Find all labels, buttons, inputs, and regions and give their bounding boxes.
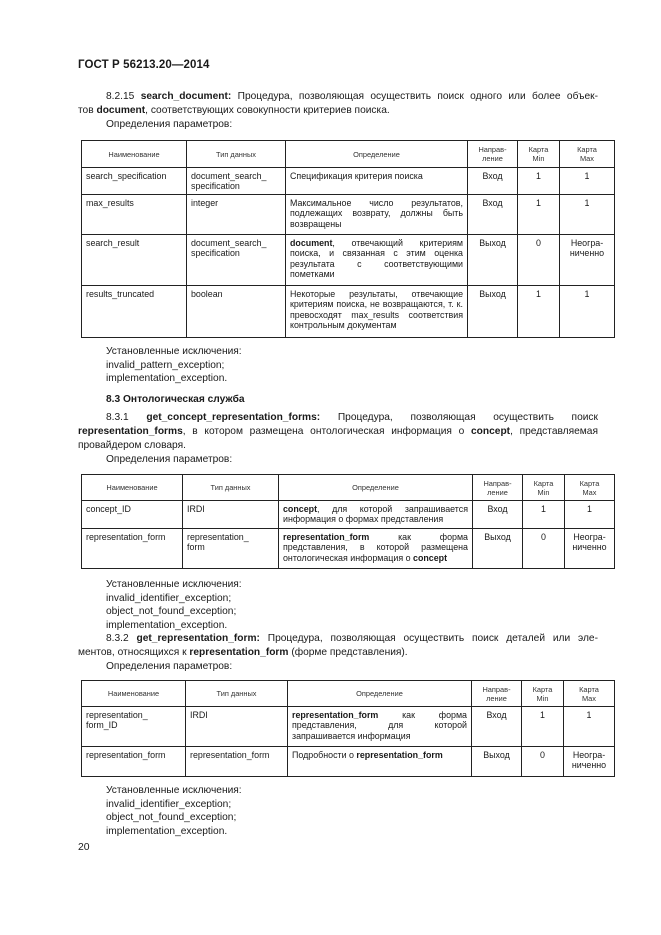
bold-term: representation_forms [78, 426, 183, 437]
para-text: тов [78, 105, 94, 116]
def-text: как форма представления, в которой размещена онтологическая информация о [283, 532, 468, 563]
exception-item: object_not_found_exception; [106, 606, 237, 618]
section-heading [78, 393, 598, 407]
table-header-row [82, 141, 615, 168]
col-name-header: Наименование [82, 141, 187, 168]
cell-min: 0 [522, 747, 564, 777]
bold-term: concept [471, 426, 511, 437]
table-header-row [82, 475, 615, 501]
cell-def [279, 501, 473, 529]
param-label: Определения параметров: [106, 119, 233, 130]
col-def-header: Определение [279, 475, 473, 501]
cell-type: representation_form [186, 747, 288, 777]
col-def-header: Определение [288, 681, 472, 707]
bold-term: concept [283, 504, 318, 514]
bold-term: document [290, 238, 333, 248]
table-header-row [82, 681, 615, 707]
bold-term: representation_form [356, 750, 443, 760]
cell-min: 1 [523, 501, 565, 529]
table-row [82, 529, 615, 569]
parameters-table-search-document [81, 140, 615, 338]
para-line [78, 646, 598, 660]
cell-type: IRDI [183, 501, 279, 529]
cell-type: boolean [187, 286, 286, 338]
para-line [78, 104, 598, 118]
cell-def: Некоторые результаты, отвечающие критериям поиска, не возвращаются, т. к. превосходят max_results соответствия контрольным документам [286, 286, 468, 338]
clause-number: 8.3.2 [106, 633, 129, 644]
cell-def: Максимальное число результатов, подлежащих возврату, должны быть возвращены [286, 195, 468, 235]
cell-dir: Вход [468, 168, 518, 195]
table-row [82, 168, 615, 195]
clause-number: 8.2.15 [106, 91, 135, 102]
cell-type: integer [187, 195, 286, 235]
para-line [78, 90, 598, 104]
bold-term: document [96, 105, 146, 116]
col-name-header: Наименование [82, 475, 183, 501]
clause-number: 8.3.1 [106, 412, 129, 423]
cell-name: representation_form [82, 747, 186, 777]
col-type-header: Тип данных [183, 475, 279, 501]
para-line [78, 632, 598, 646]
cell-name: representation_form [82, 529, 183, 569]
col-min-header: Карта Min [518, 141, 560, 168]
procedure-name: search_document: [140, 91, 232, 102]
cell-dir: Выход [468, 286, 518, 338]
para-text: , в котором размещена онтологическая информация о [182, 426, 465, 437]
cell-name: search_result [82, 235, 187, 286]
exception-item: implementation_exception. [106, 825, 228, 837]
cell-name: concept_ID [82, 501, 183, 529]
table-row [82, 286, 615, 338]
cell-def: Спецификация критерия поиска [286, 168, 468, 195]
section-title: 8.3 Онтологическая служба [106, 394, 245, 405]
exception-item: invalid_pattern_exception; [106, 359, 225, 371]
para-line: провайдером словаря. [78, 440, 186, 451]
cell-dir: Выход [468, 235, 518, 286]
cell-name: representation_ form_ID [82, 707, 186, 747]
document-header: ГОСТ Р 56213.20—2014 [78, 59, 210, 71]
cell-dir: Вход [472, 707, 522, 747]
cell-max: 1 [560, 195, 615, 235]
cell-def [286, 235, 468, 286]
exceptions-list [106, 345, 242, 386]
exception-item: object_not_found_exception; [106, 812, 237, 824]
col-max-header: Карта Max [560, 141, 615, 168]
cell-min: 1 [518, 195, 560, 235]
param-label: Определения параметров: [106, 661, 233, 672]
cell-max: Неогра- ниченно [560, 235, 615, 286]
cell-min: 1 [522, 707, 564, 747]
bold-term: representation_form [189, 647, 289, 658]
col-type-header: Тип данных [186, 681, 288, 707]
cell-def [279, 529, 473, 569]
col-min-header: Карта Min [523, 475, 565, 501]
cell-name: results_truncated [82, 286, 187, 338]
table-row [82, 707, 615, 747]
cell-max: Неогра- ниченно [564, 747, 615, 777]
cell-name: search_specification [82, 168, 187, 195]
parameters-table-representation-form [81, 680, 615, 777]
cell-name: max_results [82, 195, 187, 235]
cell-max: Неогра- ниченно [565, 529, 615, 569]
exception-item: implementation_exception. [106, 373, 228, 385]
procedure-name: get_representation_form: [136, 633, 260, 644]
cell-type: representation_ form [183, 529, 279, 569]
cell-min: 1 [518, 286, 560, 338]
para-text: Процедура, позволяющая осуществить поиск [337, 412, 598, 423]
table-row [82, 501, 615, 529]
col-type-header: Тип данных [187, 141, 286, 168]
cell-max: 1 [564, 707, 615, 747]
col-min-header: Карта Min [522, 681, 564, 707]
cell-type: IRDI [186, 707, 288, 747]
exceptions-title: Установленные исключения: [106, 579, 242, 590]
col-dir-header: Направ- ление [472, 681, 522, 707]
paragraph-8-2-15 [78, 90, 598, 132]
exceptions-title: Установленные исключения: [106, 346, 242, 357]
cell-dir: Вход [473, 501, 523, 529]
paragraph-8-3-2 [78, 632, 598, 674]
para-text: , соответствующих совокупности критериев поиска. [145, 105, 390, 116]
cell-dir: Выход [472, 747, 522, 777]
para-text: (форме представления). [291, 647, 408, 658]
param-label: Определения параметров: [106, 454, 233, 465]
exception-item: invalid_identifier_exception; [106, 798, 232, 810]
col-name-header: Наименование [82, 681, 186, 707]
page-number: 20 [78, 842, 90, 853]
bold-term: concept [413, 552, 448, 563]
cell-dir: Вход [468, 195, 518, 235]
cell-type: document_search_ specification [187, 168, 286, 195]
exception-item: invalid_identifier_exception; [106, 592, 232, 604]
col-max-header: Карта Max [565, 475, 615, 501]
col-max-header: Карта Max [564, 681, 615, 707]
exception-item: implementation_exception. [106, 619, 228, 631]
exceptions-list [106, 578, 242, 632]
def-text: , для которой запрашивается информация о формах представления [283, 504, 468, 525]
table-row [82, 195, 615, 235]
col-dir-header: Направ- ление [473, 475, 523, 501]
col-def-header: Определение [286, 141, 468, 168]
col-dir-header: Направ- ление [468, 141, 518, 168]
para-text: ментов, относящихся к [78, 647, 187, 658]
def-text: , отвечающий критериям поиска, и связанная с этим оценка результата с соответствующими пометками [290, 238, 463, 279]
bold-term: representation_form [292, 710, 379, 720]
def-text: как форма представления, для которой запрашивается информация [292, 710, 467, 741]
paragraph-8-3-1 [78, 411, 598, 467]
table-row [82, 235, 615, 286]
para-text: , представляемая [510, 426, 598, 437]
cell-min: 1 [518, 168, 560, 195]
exceptions-list [106, 784, 242, 838]
procedure-name: get_concept_representation_forms: [146, 412, 321, 423]
cell-max: 1 [560, 168, 615, 195]
para-text: Процедура, позволяющая осуществить поиск деталей или эле- [267, 633, 598, 644]
def-text: Подробности о [292, 750, 357, 760]
cell-min: 0 [518, 235, 560, 286]
bold-term: representation_form [283, 532, 370, 542]
cell-min: 0 [523, 529, 565, 569]
cell-def [288, 707, 472, 747]
cell-def [288, 747, 472, 777]
para-line [78, 425, 598, 439]
cell-max: 1 [565, 501, 615, 529]
exceptions-title: Установленные исключения: [106, 785, 242, 796]
table-row [82, 747, 615, 777]
cell-type: document_search_ specification [187, 235, 286, 286]
cell-dir: Выход [473, 529, 523, 569]
para-line [78, 411, 598, 425]
para-text: Процедура, позволяющая осуществить поиск одного или более объек- [237, 91, 598, 102]
cell-max: 1 [560, 286, 615, 338]
parameters-table-concept-forms [81, 474, 615, 569]
